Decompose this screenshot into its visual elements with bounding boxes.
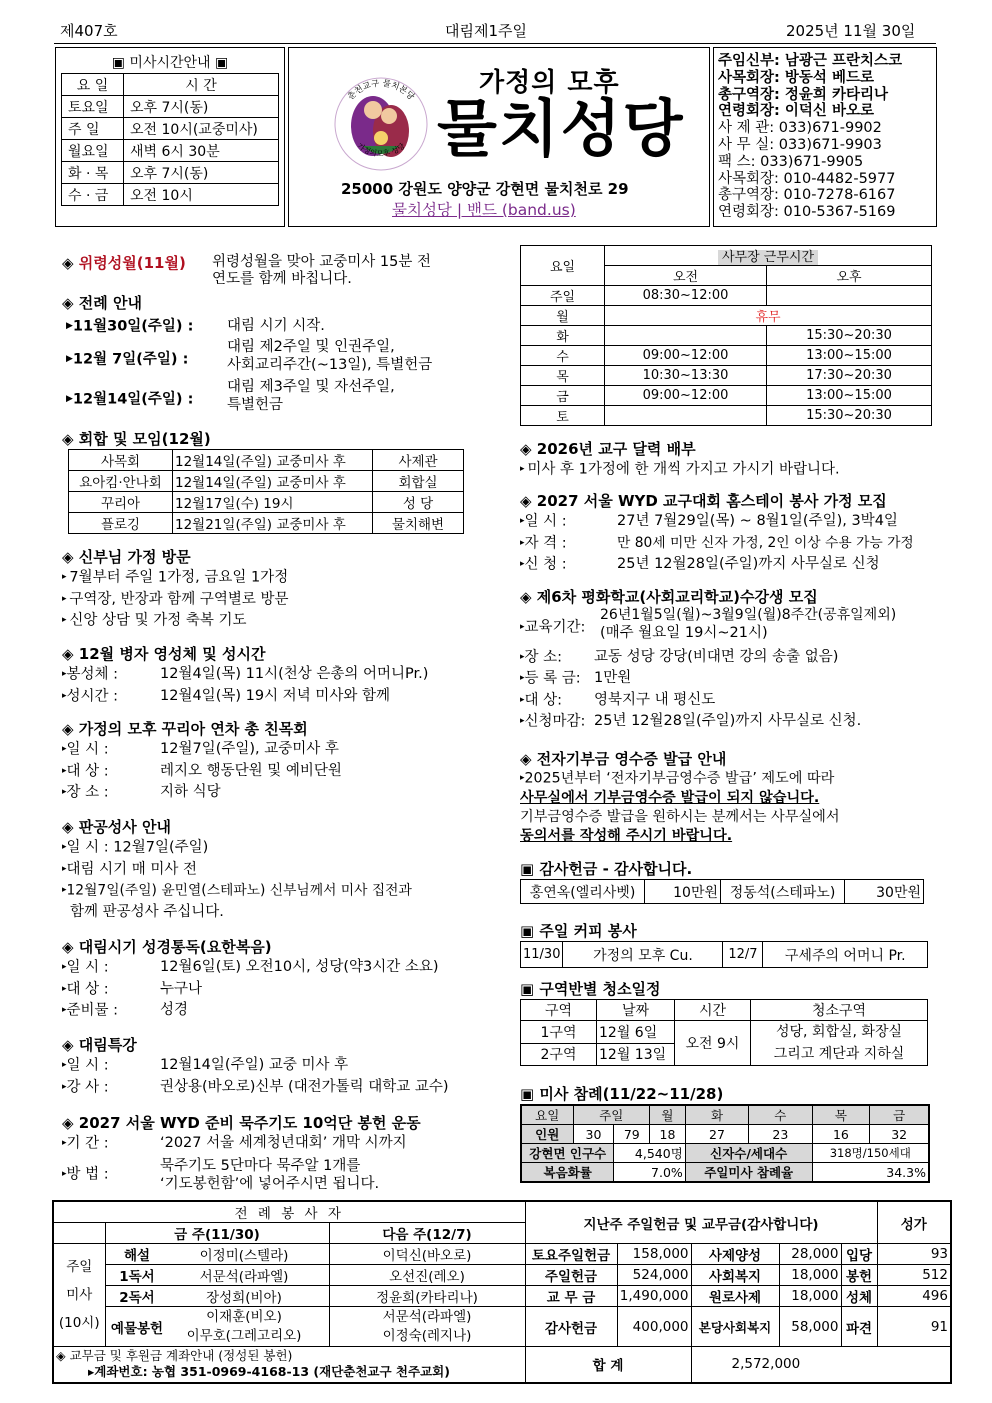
offering-label: 감사헌금 bbox=[525, 1307, 617, 1347]
mass-time-title: ▣ 미사시간안내 ▣ bbox=[111, 55, 229, 71]
office-pm-hours bbox=[767, 286, 932, 306]
bullet-line: ▸ 구역장, 반장과 함께 구역별로 방문 bbox=[62, 591, 289, 607]
text-line: 사무실에서 기부금영수증 발급이 되지 않습니다. bbox=[520, 789, 820, 806]
subtitle: 가정의 모후 bbox=[479, 68, 620, 98]
diamond-icon: ◈ bbox=[62, 254, 79, 272]
offering-amount: 58,000 bbox=[779, 1307, 841, 1347]
servers-title: 전 례 봉 사 자 bbox=[53, 1201, 525, 1223]
office-pm-hours: 13:00~15:00 bbox=[767, 346, 932, 366]
section-title: ◈ 2027 서울 WYD 교구대회 홈스테이 봉사 가정 모집 bbox=[520, 492, 887, 510]
bullet-line: ▸일 시 : 12월14일(주일) 교중 미사 후 bbox=[62, 1057, 349, 1074]
this-week: 금 주(11/30) bbox=[105, 1223, 329, 1244]
offering-amount: 1,490,000 bbox=[617, 1286, 691, 1307]
svg-text:춘천교구 물치본당 bbox=[345, 79, 417, 103]
office-am-hours: 08:30~12:00 bbox=[605, 286, 767, 306]
att-value: 4,540명 bbox=[614, 1144, 685, 1163]
bottom-table bbox=[52, 1200, 952, 1384]
server-next: 정윤희(카타리나) bbox=[329, 1286, 525, 1307]
server-next: 오선진(레오) bbox=[329, 1265, 525, 1286]
office-pm-hours: 15:30~20:30 bbox=[767, 406, 932, 426]
section-calendar bbox=[520, 438, 940, 490]
bullet-line: ▸준비물 : 성경 bbox=[62, 1002, 189, 1019]
offering-label: 원로사제 bbox=[691, 1286, 779, 1307]
section-home-visit bbox=[62, 546, 502, 643]
liturgy-date: ▶11월30일(주일) : bbox=[66, 318, 194, 335]
bullet-line: ▸신 청 : 25년 12월28일(주일)까지 사무실로 신청 bbox=[520, 556, 880, 573]
liturgy-text: 사회교리주간(~13일), 특별헌금 bbox=[227, 357, 433, 373]
hymn-number: 512 bbox=[877, 1265, 951, 1286]
office-day: 수 bbox=[521, 346, 605, 366]
offering-label: 주일헌금 bbox=[525, 1265, 617, 1286]
att-label: 복음화률 bbox=[521, 1163, 614, 1183]
section-advent-lecture bbox=[62, 1034, 502, 1112]
section-all-souls bbox=[62, 252, 502, 292]
bullet-line: ▸12월7일(주일) 윤민열(스테파노) 신부님께서 미사 집전과 bbox=[62, 882, 412, 899]
section-homestay bbox=[520, 490, 940, 586]
office-am-hours: 09:00~12:00 bbox=[605, 386, 767, 406]
hymn-label: 입당 bbox=[841, 1244, 877, 1265]
header-rule bbox=[54, 43, 936, 44]
attendance-table bbox=[520, 1104, 930, 1183]
att-label: 신자수/세대수 bbox=[685, 1144, 812, 1163]
server-cell: 1독서 서문석(라파엘) bbox=[105, 1265, 329, 1286]
section-thanks-offering bbox=[520, 858, 940, 920]
liturgy-date: ▶12월14일(주일) : bbox=[66, 391, 194, 408]
section-attendance bbox=[520, 1083, 940, 1183]
bullet-line: ‘기도봉헌함’에 넣어주시면 됩니다. bbox=[160, 1175, 380, 1192]
office-pm-hours: 17:30~20:30 bbox=[767, 366, 932, 386]
offering-amount: 400,000 bbox=[617, 1307, 691, 1347]
server-cell: 예물봉헌 이재훈(비오) 이무호(그레고리오) bbox=[105, 1307, 329, 1347]
method-label: ▸방 법 : bbox=[62, 1166, 109, 1183]
section-title: ◈ 제6차 평화학교(사회교리학교)수강생 모집 bbox=[520, 588, 818, 606]
parish-name: 물치성당 bbox=[437, 92, 685, 165]
address: 25000 강원도 양양군 강현면 물치천로 29 bbox=[341, 180, 629, 198]
hymn-title: 성가 bbox=[877, 1201, 951, 1244]
bullet-line: ▸장 소: 교동 성당 강당(비대면 강의 송출 없음) bbox=[520, 648, 839, 665]
meeting-group: 꾸리아 bbox=[69, 492, 173, 513]
hymn-number: 91 bbox=[877, 1307, 951, 1347]
office-pm-hours: 13:00~15:00 bbox=[767, 386, 932, 406]
att-value: 30 bbox=[573, 1125, 614, 1144]
bullet-line: ▸등 록 금: 1만원 bbox=[520, 670, 632, 687]
bullet-line: ▸ 미사 후 1가정에 한 개씩 가지고 가시기 바랍니다. bbox=[520, 461, 840, 478]
liturgy-text: 대림 제3주일 및 자선주일, bbox=[227, 379, 395, 395]
meeting-group: 요아킴·안나회 bbox=[69, 471, 173, 492]
section-meetings bbox=[62, 428, 502, 546]
hymn-label: 파견 bbox=[841, 1307, 877, 1347]
offering-amount: 18,000 bbox=[779, 1286, 841, 1307]
office-pm-hours: 15:30~20:30 bbox=[767, 326, 932, 346]
thanks-table bbox=[520, 879, 924, 904]
mass-col-time: 시 간 bbox=[124, 74, 279, 96]
office-closed: 휴무 bbox=[605, 306, 932, 326]
meeting-time: 12월17일(수) 19시 bbox=[173, 492, 373, 513]
text-line: 동의서를 작성해 주시기 바랍니다. bbox=[520, 827, 733, 844]
clean-col: 날짜 bbox=[597, 1000, 675, 1021]
mass-day: 토요일 bbox=[62, 96, 124, 118]
mass-label: 주일 미사 (10시) bbox=[53, 1244, 105, 1347]
contact-line: 주임신부: 남광근 프란치스코 bbox=[718, 53, 902, 69]
offering-label: 사회복지 bbox=[691, 1265, 779, 1286]
section-coffee bbox=[520, 920, 940, 978]
section-title: ◈ 가정의 모후 꾸리아 연차 총 친목회 bbox=[62, 720, 308, 738]
mass-time: 오후 7시(동) bbox=[124, 162, 279, 184]
clean-area: 성당, 회합실, 화장실 그리고 계단과 지하실 bbox=[751, 1021, 928, 1066]
att-head: 주일 bbox=[573, 1105, 650, 1125]
mass-day: 수 · 금 bbox=[62, 184, 124, 206]
bullet-line: 묵주기도 5단마다 묵주알 1개를 bbox=[160, 1157, 361, 1174]
diamond-icon: ◈ bbox=[62, 1114, 79, 1132]
meeting-place: 성 당 bbox=[373, 492, 464, 513]
office-hours-table bbox=[520, 245, 932, 426]
contact-line: 총구역장: 010-7278-6167 bbox=[718, 187, 896, 204]
diamond-icon: ◈ bbox=[520, 492, 537, 510]
contact-line: 연령회장: 010-5367-5169 bbox=[718, 204, 896, 221]
total-amount: 2,572,000 bbox=[691, 1347, 951, 1383]
section-title: ◈ 회합 및 모임(12월) bbox=[62, 430, 211, 448]
section-cleaning bbox=[520, 978, 940, 1083]
office-am-hours bbox=[605, 406, 767, 426]
mass-time: 오후 7시(동) bbox=[124, 96, 279, 118]
bullet-line: ▸ 7월부터 주일 1가정, 금요일 1가정 bbox=[62, 569, 289, 586]
mass-day: 주 일 bbox=[62, 118, 124, 140]
issue-number: 제407호 bbox=[60, 22, 118, 40]
office-am: 오전 bbox=[605, 266, 767, 286]
section-title: ▣ 미사 참례(11/22~11/28) bbox=[520, 1085, 724, 1103]
next-week: 다음 주(12/7) bbox=[329, 1223, 525, 1244]
bullet-line: ▸신청마감: 25년 12월28일(주일)까지 사무실로 신청. bbox=[520, 713, 862, 730]
diamond-icon: ◈ bbox=[62, 548, 79, 566]
hymn-number: 93 bbox=[877, 1244, 951, 1265]
att-value: 27 bbox=[685, 1125, 748, 1144]
section-title: ◈ 2026년 교구 달력 배부 bbox=[520, 440, 696, 458]
offering-title: 지난주 주일헌금 및 교무금(감사합니다) bbox=[525, 1201, 877, 1244]
right-column bbox=[520, 438, 940, 1183]
clean-time: 오전 9시 bbox=[675, 1021, 751, 1066]
coffee-table bbox=[520, 941, 928, 968]
mass-time: 새벽 6시 30분 bbox=[124, 140, 279, 162]
att-head: 목 bbox=[812, 1105, 870, 1125]
att-label: 주일미사 참례율 bbox=[685, 1163, 812, 1183]
office-day: 주일 bbox=[521, 286, 605, 306]
bullet-line: ▸일 시 : 12월7일(주일), 교중미사 후 bbox=[62, 741, 339, 758]
att-value: 23 bbox=[749, 1125, 812, 1144]
clean-date: 12월 13일 bbox=[597, 1043, 675, 1066]
diamond-icon: ◈ bbox=[62, 294, 79, 312]
att-value: 34.3% bbox=[812, 1163, 929, 1183]
period-line: (매주 월요일 19시~21시) bbox=[600, 625, 768, 641]
section-e-receipt bbox=[520, 748, 940, 858]
office-am-hours: 09:00~12:00 bbox=[605, 346, 767, 366]
office-col-day: 요일 bbox=[521, 246, 605, 286]
coffee-team: 가정의 모후 Cu. bbox=[563, 942, 723, 968]
bullet-line: ▸대 상 : 누구나 bbox=[62, 980, 203, 997]
att-head: 금 bbox=[870, 1105, 929, 1125]
text-line: 위령성월을 맞아 교중미사 15분 전 bbox=[212, 254, 431, 270]
att-value: 7.0% bbox=[614, 1163, 685, 1183]
att-value: 318명/150세대 bbox=[812, 1144, 929, 1163]
office-day: 토 bbox=[521, 406, 605, 426]
text-line: 기부금영수증 발급을 원하시는 분께서는 사무실에서 bbox=[520, 808, 840, 825]
server-next: 서문석(라파엘) 이정숙(레지나) bbox=[329, 1307, 525, 1347]
server-next: 이덕신(바오로) bbox=[329, 1244, 525, 1265]
title-box bbox=[288, 47, 710, 227]
liturgy-date: ▶12월 7일(주일) : bbox=[66, 351, 189, 368]
svg-text:가정의모후 성당 bbox=[355, 140, 407, 158]
section-sick-communion bbox=[62, 643, 502, 718]
diamond-icon: ◈ bbox=[62, 1036, 79, 1054]
bullet-line: ▸자 격 : 만 80세 미만 신자 가정, 2인 이상 수용 가능 가정 bbox=[520, 534, 914, 551]
total-label: 합 계 bbox=[525, 1347, 691, 1383]
section-title: ◈ 판공성사 안내 bbox=[62, 818, 171, 836]
offering-amount: 28,000 bbox=[779, 1244, 841, 1265]
bullet-line: ▸일 시 : 12월7일(주일) bbox=[62, 839, 209, 856]
contact-line: 사목회장: 방동석 베드로 bbox=[718, 69, 874, 86]
section-title: ▣ 주일 커피 봉사 bbox=[520, 922, 637, 940]
donor: 정동석(스테파노) bbox=[721, 880, 845, 904]
hymn-label: 봉헌 bbox=[841, 1265, 877, 1286]
issue-date: 2025년 11월 30일 bbox=[786, 22, 916, 40]
section-title: ◈ 전자기부금 영수증 발급 안내 bbox=[520, 750, 727, 768]
clean-zone: 2구역 bbox=[521, 1043, 597, 1066]
att-value: 16 bbox=[812, 1125, 870, 1144]
left-column bbox=[62, 252, 502, 1193]
att-head: 월 bbox=[650, 1105, 686, 1125]
bullet-line: ▸강 사 : 권상용(바오로)신부 (대전가톨릭 대학교 교수) bbox=[62, 1078, 449, 1095]
cleaning-table bbox=[520, 999, 928, 1066]
bullet-line: ▸일 시 : 27년 7월29일(목) ~ 8월1일(주일), 3박4일 bbox=[520, 513, 898, 530]
liturgy-text: 대림 제2주일 및 인권주일, bbox=[227, 339, 395, 355]
bullet-line: ▸교육기간: bbox=[520, 619, 586, 636]
office-title: 사무장 근무시간 bbox=[605, 246, 932, 266]
liturgy-text: 특별헌금 bbox=[227, 397, 284, 413]
contact-box bbox=[713, 47, 937, 227]
section-title: ◈ 전례 안내 bbox=[62, 294, 142, 312]
clean-col: 청소구역 bbox=[751, 1000, 928, 1021]
text-line: ▸2025년부터 ‘전자기부금영수증 발급’ 제도에 따라 bbox=[520, 770, 835, 787]
logo-text-top: 춘천교구 물치본당 bbox=[346, 78, 416, 103]
section-title: ◈ 대림특강 bbox=[62, 1036, 137, 1054]
band-link[interactable]: 물치성당 | 밴드 (band.us) bbox=[392, 201, 576, 219]
offering-amount: 524,000 bbox=[617, 1265, 691, 1286]
offering-label: 교 무 금 bbox=[525, 1286, 617, 1307]
meeting-place: 물치해변 bbox=[373, 513, 464, 534]
att-head: 화 bbox=[685, 1105, 748, 1125]
mass-time-box bbox=[55, 47, 285, 227]
offering-amount: 18,000 bbox=[779, 1265, 841, 1286]
office-am-hours bbox=[605, 326, 767, 346]
bullet-line: ▸ 신앙 상담 및 가정 축복 기도 bbox=[62, 612, 247, 629]
att-label: 인원 bbox=[521, 1125, 573, 1144]
meeting-place: 회합실 bbox=[373, 471, 464, 492]
meeting-group: 플로깅 bbox=[69, 513, 173, 534]
liturgy-text: 대림 시기 시작. bbox=[227, 318, 325, 334]
period-line: 26년1월5일(월)~3월9일(월)8주간(공휴일제외) bbox=[600, 607, 897, 623]
diamond-icon: ◈ bbox=[520, 588, 537, 606]
meeting-time: 12월14일(주일) 교중미사 후 bbox=[173, 450, 373, 471]
coffee-date: 12/7 bbox=[723, 942, 763, 968]
section-title: ◈ 대림시기 성경통독(요한복음) bbox=[62, 938, 272, 956]
clean-col: 시간 bbox=[675, 1000, 751, 1021]
section-title: ◈ 2027 서울 WYD 준비 묵주기도 10억단 봉헌 운동 bbox=[62, 1114, 421, 1132]
offering-label: 본당사회복지 bbox=[691, 1307, 779, 1347]
att-label: 강현면 인구수 bbox=[521, 1144, 614, 1163]
diamond-icon: ◈ bbox=[62, 430, 79, 448]
contact-line: 연령회장: 이덕신 바오로 bbox=[718, 103, 874, 120]
server-cell: 2독서 장성희(비아) bbox=[105, 1286, 329, 1307]
meeting-time: 12월14일(주일) 교중미사 후 bbox=[173, 471, 373, 492]
bullet-line: ▸일 시 : 12월6일(토) 오전10시, 성당(약3시간 소요) bbox=[62, 959, 439, 976]
office-day: 목 bbox=[521, 366, 605, 386]
section-curia-gathering bbox=[62, 718, 502, 816]
meeting-time: 12월21일(주일) 교중미사 후 bbox=[173, 513, 373, 534]
section-title: ▣ 구역반별 청소일정 bbox=[520, 980, 661, 998]
mass-time: 오전 10시(교중미사) bbox=[124, 118, 279, 140]
section-title: ▣ 감사헌금 - 감사합니다. bbox=[520, 860, 693, 878]
offering-amount: 158,000 bbox=[617, 1244, 691, 1265]
section-title: ◈ 12월 병자 영성체 및 성시간 bbox=[62, 645, 266, 663]
contact-line: 총구역장: 정윤희 카타리나 bbox=[718, 86, 888, 103]
diamond-icon: ◈ bbox=[62, 938, 79, 956]
office-pm: 오후 bbox=[767, 266, 932, 286]
logo-text-bottom: 가정의모후 성당 bbox=[355, 141, 407, 159]
bullet-line: ▸대 상 : 레지오 행동단원 및 예비단원 bbox=[62, 762, 342, 779]
office-day: 월 bbox=[521, 306, 605, 326]
mass-time-table bbox=[61, 73, 279, 206]
section-peace-school bbox=[520, 586, 940, 748]
meeting-place: 사제관 bbox=[373, 450, 464, 471]
hymn-label: 성체 bbox=[841, 1286, 877, 1307]
section-bible-reading bbox=[62, 936, 502, 1034]
bullet-line: 함께 판공성사 주십니다. bbox=[70, 903, 224, 920]
contact-line: 팩 스: 033)671-9905 bbox=[718, 153, 864, 170]
server-cell: 해설 이정미(스텔라) bbox=[105, 1244, 329, 1265]
att-value: 18 bbox=[650, 1125, 686, 1144]
amount: 10만원 bbox=[645, 880, 721, 904]
mass-time: 오전 10시 bbox=[124, 184, 279, 206]
bullet-line: ▸성시간 : 12월4일(목) 19시 저녁 미사와 함께 bbox=[62, 687, 390, 704]
office-day: 화 bbox=[521, 326, 605, 346]
logo-ring-text bbox=[333, 76, 429, 172]
diamond-icon: ◈ bbox=[520, 440, 537, 458]
bullet-line: ▸장 소 : 지하 식당 bbox=[62, 784, 221, 801]
section-title: ◈ 신부님 가정 방문 bbox=[62, 548, 191, 566]
clean-zone: 1구역 bbox=[521, 1021, 597, 1044]
offering-label: 사제양성 bbox=[691, 1244, 779, 1265]
bullet-line: ▸기 간 : ‘2027 서울 세계청년대회’ 개막 시까지 bbox=[62, 1135, 407, 1152]
bullet-line: ▸봉성체 : 12월4일(목) 11시(천상 은총의 어머니Pr.) bbox=[62, 666, 429, 683]
clean-date: 12월 6일 bbox=[597, 1021, 675, 1044]
section-title: 위령성월(11월) bbox=[78, 254, 186, 272]
diamond-icon: ◈ bbox=[62, 645, 79, 663]
hymn-number: 496 bbox=[877, 1286, 951, 1307]
text-line: 연도를 함께 바칩니다. bbox=[212, 271, 352, 287]
contact-line: 사목회장: 010-4482-5977 bbox=[718, 170, 896, 187]
section-liturgy bbox=[62, 292, 502, 428]
mass-day: 화 · 목 bbox=[62, 162, 124, 184]
coffee-team: 구세주의 어머니 Pr. bbox=[763, 942, 928, 968]
mass-day: 월요일 bbox=[62, 140, 124, 162]
clean-col: 구역 bbox=[521, 1000, 597, 1021]
contact-line: 사 제 관: 033)671-9902 bbox=[718, 120, 882, 137]
att-head: 수 bbox=[749, 1105, 812, 1125]
office-day: 금 bbox=[521, 386, 605, 406]
office-am-hours: 10:30~13:30 bbox=[605, 366, 767, 386]
diamond-icon: ◈ bbox=[520, 750, 537, 768]
diamond-icon: ◈ bbox=[62, 818, 79, 836]
offering-label: 토요주일헌금 bbox=[525, 1244, 617, 1265]
account-info: ◈ 교무금 및 후원금 계좌안내 (정성된 봉헌) ▸계좌번호: 농협 351-0969-4168-13 (재단춘천교구 천주교회) bbox=[53, 1347, 525, 1383]
mass-col-day: 요 일 bbox=[62, 74, 124, 96]
donor: 홍연옥(엘리사벳) bbox=[521, 880, 645, 904]
meeting-group: 사목회 bbox=[69, 450, 173, 471]
bullet-line: ▸대 상: 영북지구 내 평신도 bbox=[520, 691, 716, 708]
diamond-icon: ◈ bbox=[62, 720, 79, 738]
att-value: 32 bbox=[870, 1125, 929, 1144]
amount: 30만원 bbox=[845, 880, 924, 904]
meetings-table bbox=[68, 449, 464, 534]
section-wyd-rosary bbox=[62, 1112, 502, 1193]
section-confession bbox=[62, 816, 502, 936]
att-value: 79 bbox=[614, 1125, 650, 1144]
bullet-line: ▸대림 시기 매 미사 전 bbox=[62, 861, 198, 877]
att-head: 요일 bbox=[521, 1105, 573, 1125]
liturgical-week: 대림제1주일 bbox=[445, 22, 527, 40]
coffee-date: 11/30 bbox=[521, 942, 563, 968]
contact-line: 사 무 실: 033)671-9903 bbox=[718, 136, 882, 153]
